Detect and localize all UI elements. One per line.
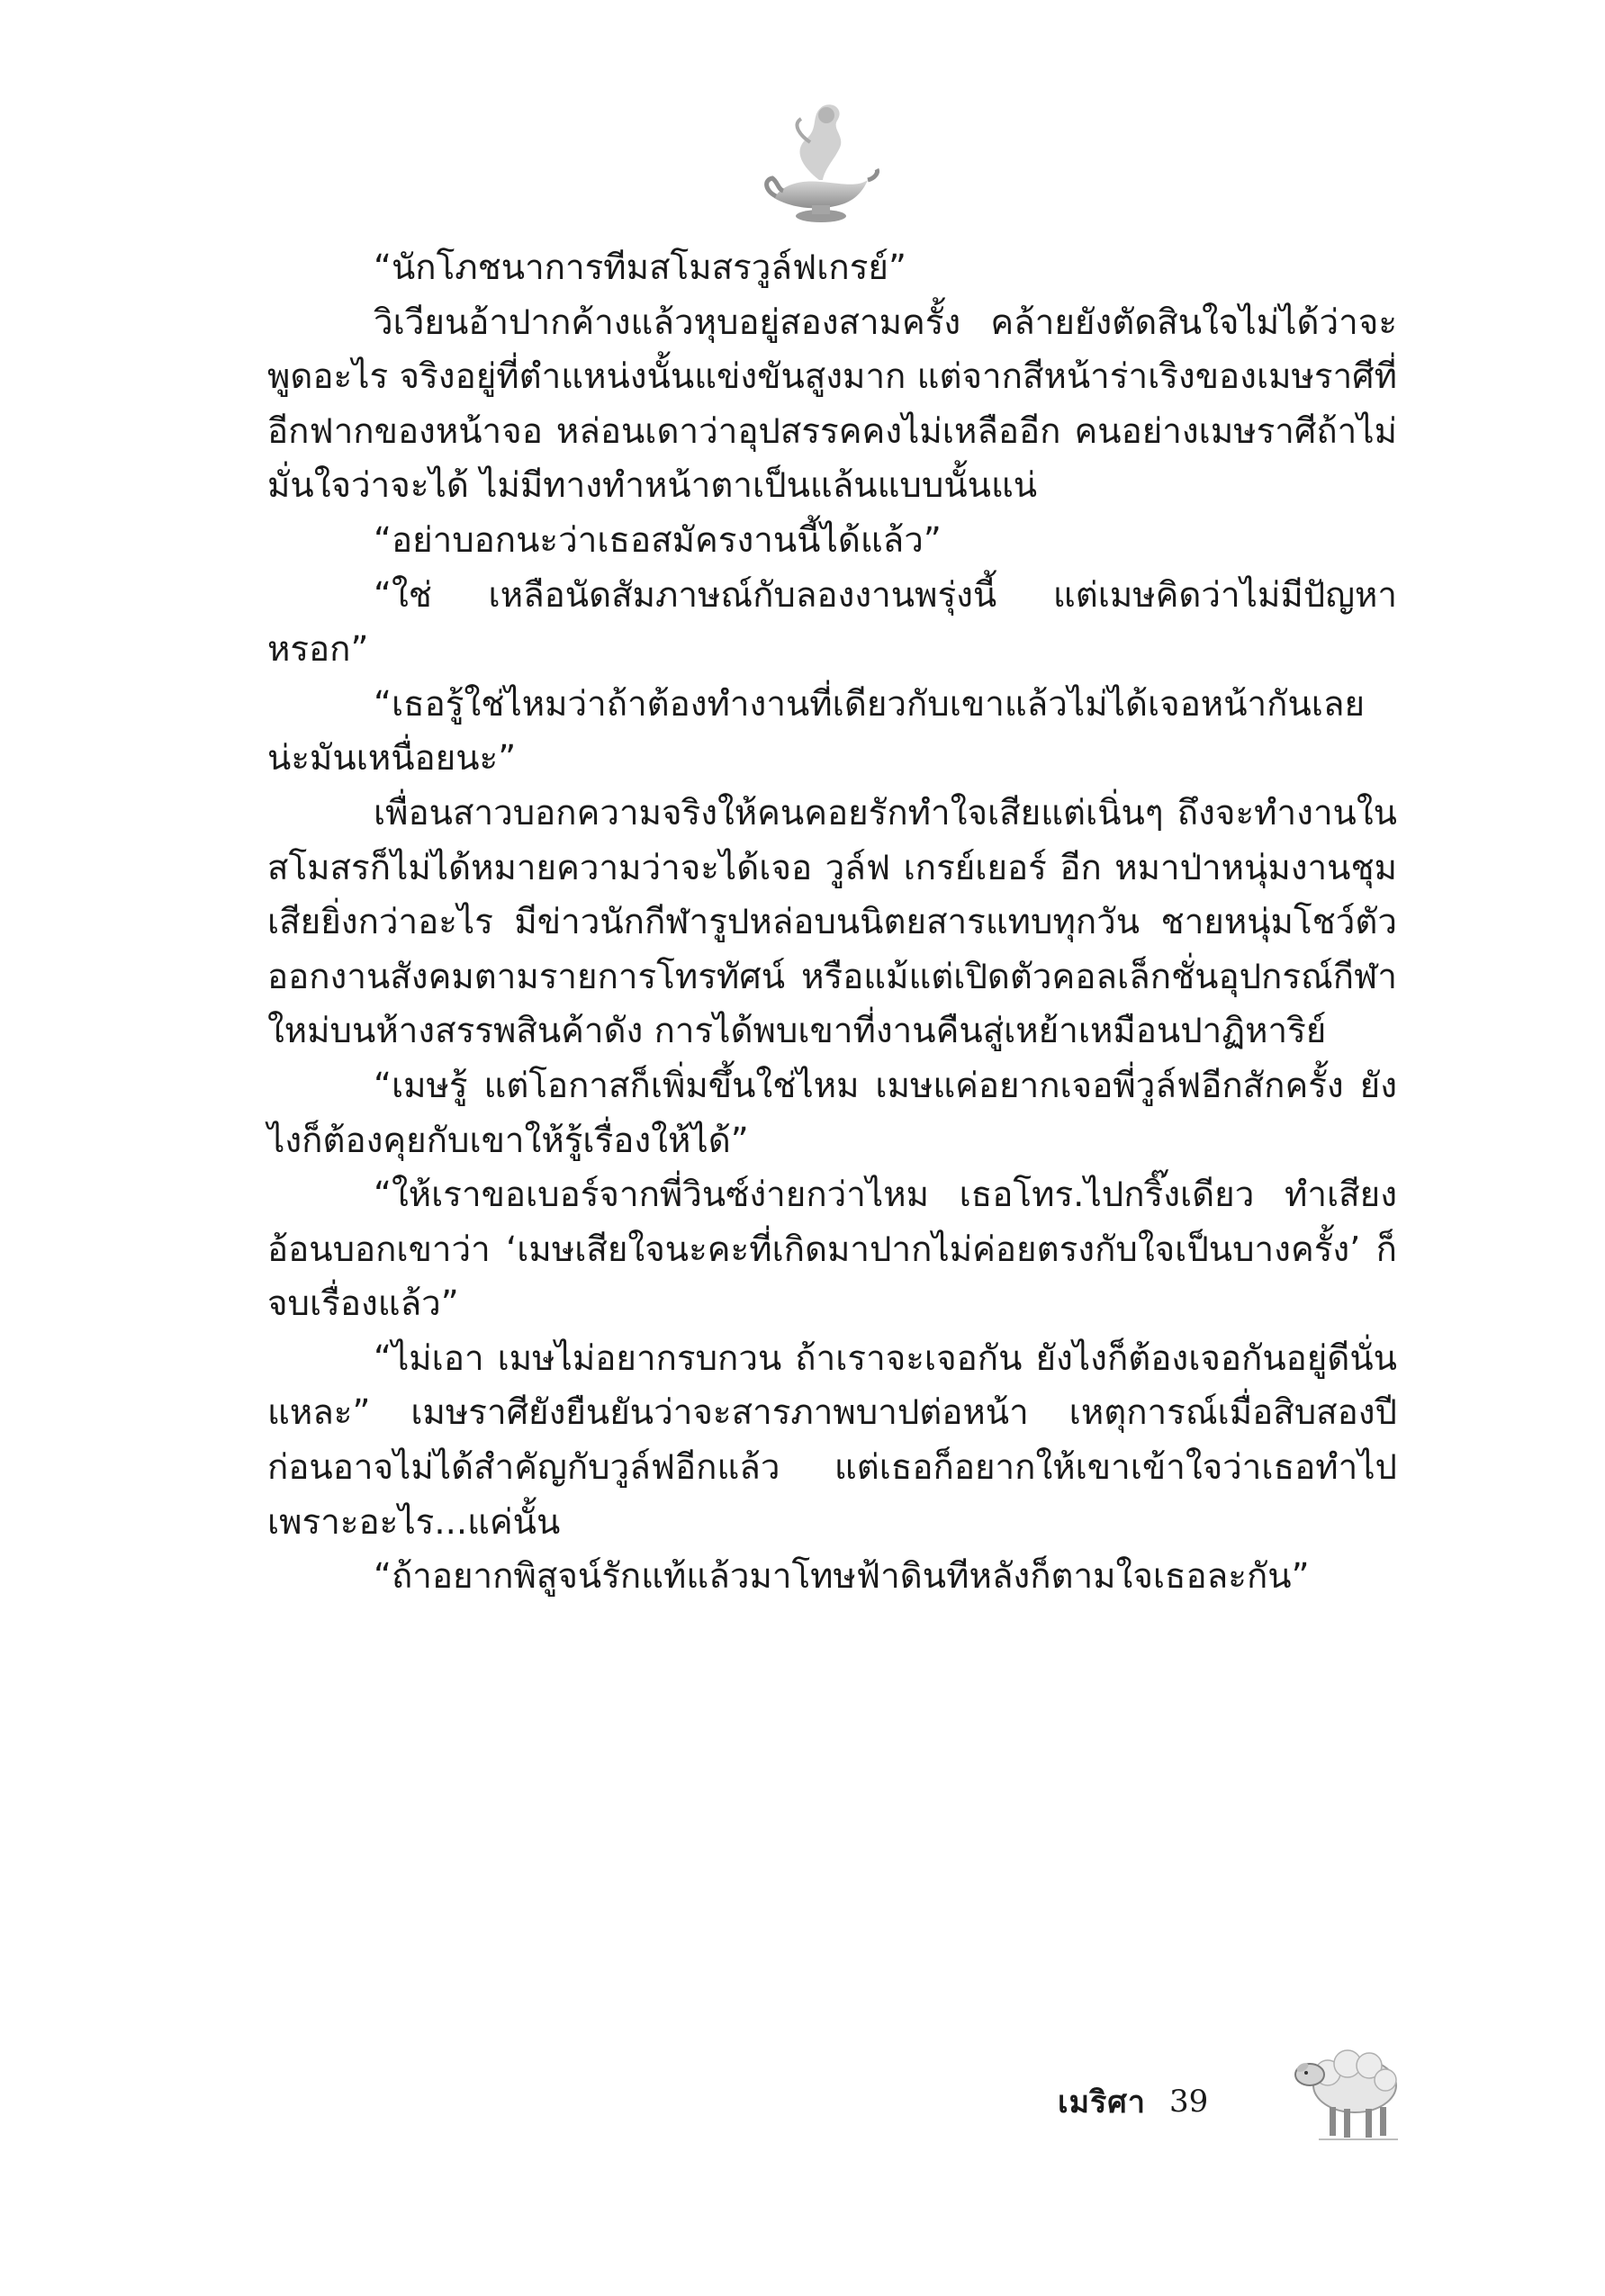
paragraph: “ใช่ เหลือนัดสัมภาษณ์กับลองงานพรุ่งนี้ แต่เมษคิดว่าไม่มีปัญหาหรอก” bbox=[267, 574, 1397, 671]
page-number: 39 bbox=[1168, 2084, 1209, 2120]
story-text bbox=[267, 241, 1397, 1605]
magic-lamp-icon bbox=[756, 97, 882, 232]
paragraph: “นักโภชนาการทีมสโมสรวูล์ฟเกรย์” bbox=[374, 248, 906, 288]
paragraph: วิเวียนอ้าปากค้างแล้วหุบอยู่สองสามครั้ง คล้ายยังตัดสินใจไม่ได้ว่าจะพูดอะไร จริงอยู่ที่ตำแหน่งนั้นแข่งขันสูงมาก แต่จากสีหน้าร่าเริงของเมษราศีที่อีกฟากของหน้าจอ หล่อนเดาว่าอุปสรรคคงไม่เหลืออีก คนอย่างเมษราศีถ้าไม่มั่นใจว่าจะได้ ไม่มีทางทำหน้าตาเป็นแล้นแบบนั้นแน่ bbox=[267, 302, 1397, 507]
paragraph: “เธอรู้ใช่ไหมว่าถ้าต้องทำงานที่เดียวกับเขาแล้วไม่ได้เจอหน้ากันเลยน่ะมันเหนื่อยนะ” bbox=[267, 683, 1366, 779]
paragraph: “ไม่เอา เมษไม่อยากรบกวน ถ้าเราจะเจอกัน ยังไงก็ต้องเจอกันอยู่ดีนั่นแหละ” เมษราศียังยืนยันว่าจะสารภาพบาปต่อหน้า เหตุการณ์เมื่อสิบสองปีก่อนอาจไม่ได้สำคัญกับวูล์ฟอีกแล้ว แต่เธอก็อยากให้เขาเข้าใจว่าเธอทำไปเพราะอะไร...แค่นั้น bbox=[267, 1337, 1397, 1543]
paragraph: “อย่าบอกนะว่าเธอสมัครงานนี้ได้แล้ว” bbox=[374, 519, 942, 561]
sheep-icon bbox=[1283, 2030, 1409, 2147]
page-footer bbox=[1058, 2070, 1208, 2133]
book-title: เมริศา bbox=[1058, 2084, 1146, 2120]
paragraph: เพื่อนสาวบอกความจริงให้คนคอยรักทำใจเสียแต่เนิ่นๆ ถึงจะทำงานในสโมสรก็ไม่ได้หมายความว่าจะได้เจอ วูล์ฟ เกรย์เยอร์ อีก หมาป่าหนุ่มงานชุมเสียยิ่งกว่าอะไร มีข่าวนักกีฬารูปหล่อบนนิตยสารแทบทุกวัน ชายหนุ่มโชว์ตัวออกงานสังคมตามรายการโทรทัศน์ หรือแม้แต่เปิดตัวคอลเล็กชั่นอุปกรณ์กีฬาใหม่บนห้างสรรพสินค้าดัง การได้พบเขาที่งานคืนสู่เหย้าเหมือนปาฏิหาริย์ bbox=[267, 792, 1397, 1052]
paragraph: “เมษรู้ แต่โอกาสก็เพิ่มขึ้นใช่ไหม เมษแค่อยากเจอพี่วูล์ฟอีกสักครั้ง ยังไงก็ต้องคุยกับเขาให้รู้เรื่องให้ได้” bbox=[267, 1065, 1397, 1161]
paragraph: “ให้เราขอเบอร์จากพี่วินซ์ง่ายกว่าไหม เธอโทร.ไปกริ๊งเดียว ทำเสียงอ้อนบอกเขาว่า ‘เมษเสียใจนะคะที่เกิดมาปากไม่ค่อยตรงกับใจเป็นบางครั้ง’ ก็จบเรื่องแล้ว” bbox=[267, 1175, 1397, 1325]
paragraph: “ถ้าอยากพิสูจน์รักแท้แล้วมาโทษฟ้าดินทีหลังก็ตามใจเธอละกัน” bbox=[374, 1556, 1310, 1598]
